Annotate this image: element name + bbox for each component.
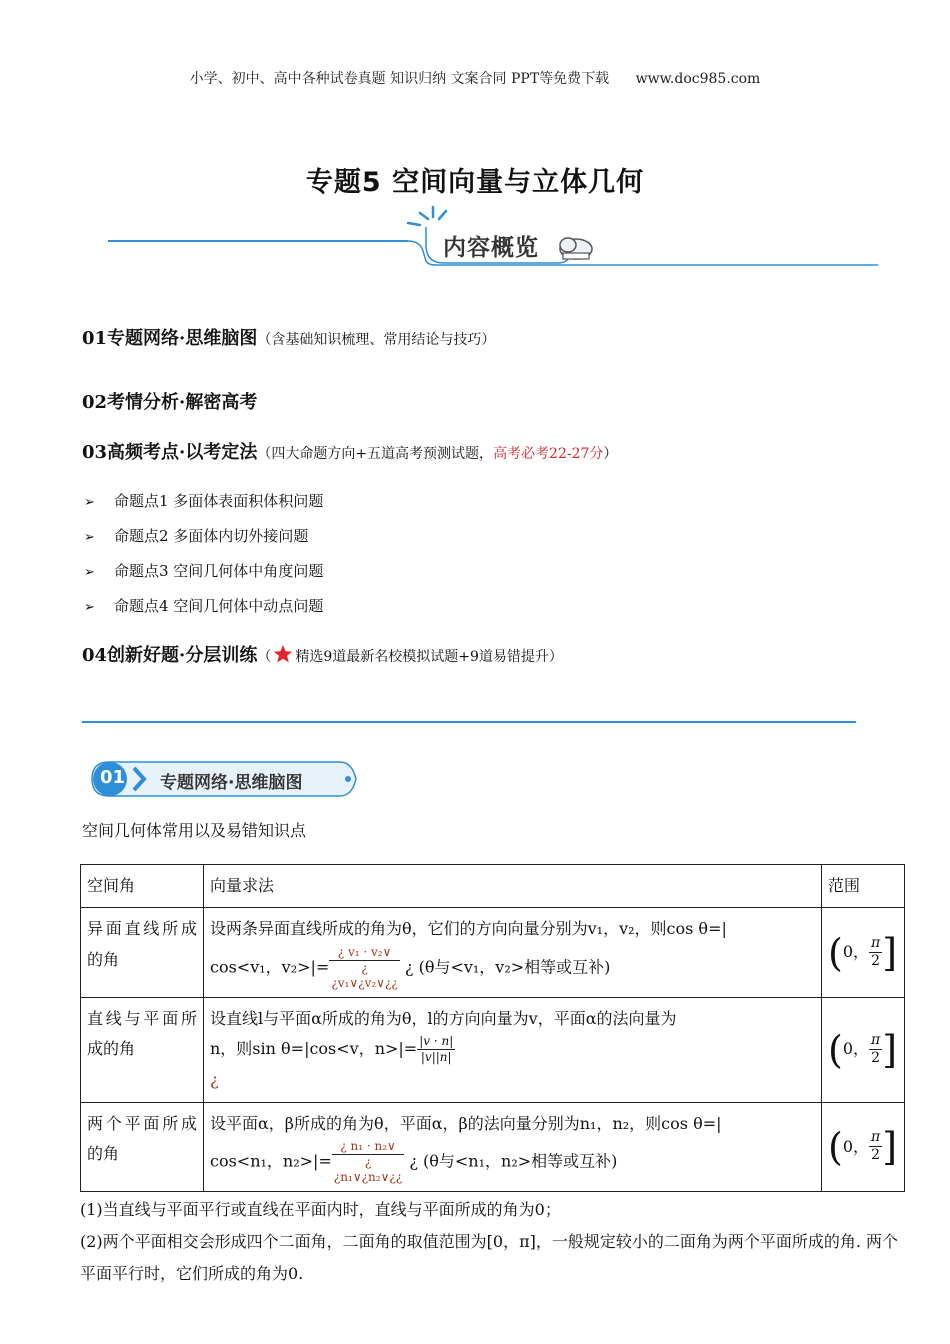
method-cell: [204, 1102, 822, 1191]
table-row: [81, 1102, 905, 1191]
bullet-item[interactable]: [84, 490, 323, 511]
range-pi-den: 2: [871, 1050, 881, 1067]
arrow-bullet-icon: ➢: [84, 565, 95, 580]
method-line: 设两条异面直线所成的角为θ，它们的方向向量分别为v₁，v₂，则cos θ=|: [210, 919, 727, 939]
arrow-bullet-icon: ➢: [84, 600, 95, 615]
frac-middle: ¿: [361, 960, 368, 975]
bullet-item[interactable]: [84, 595, 323, 616]
section-2[interactable]: [82, 388, 257, 414]
header-cell: 向量求法: [204, 865, 822, 908]
banner-label: 内容概览: [443, 235, 539, 261]
table-row: [81, 997, 905, 1102]
pill-number: 01: [100, 767, 126, 788]
note-item: (2)两个平面相交会形成四个二面角，二面角的取值范围为[0，π]，一般规定较小的二面角为两个平面所成的角. 两个平面平行时，它们所成的角为0.: [80, 1232, 899, 1283]
angle-name-cell: 异面直线所成的角: [81, 908, 204, 997]
method-cell: [204, 908, 822, 997]
sparkle-icon: [408, 207, 446, 225]
section-3-note-red: 高考必考22-27分: [493, 446, 604, 462]
table-header-row: [81, 865, 905, 908]
angle-name-cell: 两个平面所成的角: [81, 1102, 204, 1191]
method-line: 设平面α，β所成的角为θ，平面α，β的法向量分别为n₁，n₂，则cos θ=|: [210, 1113, 722, 1133]
cloud-icon: [560, 238, 592, 259]
range-left: 0，: [842, 1136, 870, 1156]
header-cell: 范围: [822, 865, 905, 908]
table-row: [81, 908, 905, 997]
range-pi-num: π: [871, 1129, 881, 1146]
bullet-item[interactable]: [84, 560, 323, 581]
bullet-label: 命题点3 空间几何体中角度问题: [114, 562, 324, 580]
arrow-bullet-icon: ➢: [84, 530, 95, 545]
page-header: [0, 68, 950, 88]
frac-denominator: |v||n|: [420, 1050, 452, 1065]
star-icon: [273, 644, 293, 664]
section-4-title: 04创新好题·分层训练: [82, 645, 258, 666]
header-tagline: 小学、初中、高中各种试卷真题 知识归纳 文案合同 PPT等免费下载: [189, 71, 610, 87]
header-cell: 空间角: [81, 865, 204, 908]
bullet-label: 命题点2 多面体内切外接问题: [114, 527, 309, 545]
range-pi-den: 2: [871, 1147, 881, 1164]
content-overview-banner: [108, 205, 878, 275]
bullet-label: 命题点1 多面体表面积体积问题: [114, 492, 324, 510]
frac-middle: ¿: [364, 1154, 372, 1169]
note-item: (1)当直线与平面平行或直线在平面内时，直线与平面所成的角为0；: [80, 1200, 561, 1219]
range-pi-den: 2: [871, 953, 881, 970]
range-cell: [822, 997, 905, 1102]
frac-numerator: ¿ n₁ · n₂∨: [332, 1139, 404, 1155]
range-interval: ( 0， $\frac{\pi}{2}$ ]: [828, 1124, 898, 1169]
frac-numerator: |v · n|: [419, 1034, 454, 1049]
range-pi-num: π: [871, 935, 881, 952]
section-1-title: 01专题网络·思维脑图: [82, 328, 258, 349]
angle-name-cell: 直线与平面所成的角: [81, 997, 204, 1102]
method-cell: [204, 997, 822, 1102]
section-2-title: 02考情分析·解密高考: [82, 392, 258, 413]
section-1[interactable]: [82, 324, 495, 350]
section-3[interactable]: [82, 438, 617, 464]
method-pre: n，则sin θ=|cos<v，n>|=: [210, 1039, 418, 1059]
section-4-note-b: 精选9道最新名校模拟试题+9道易错提升）: [295, 649, 563, 665]
range-cell: [822, 1102, 905, 1191]
page-title: 专题5 空间向量与立体几何: [305, 167, 645, 198]
frac-denominator: ¿v₁∨¿v₂∨¿¿: [331, 975, 398, 990]
section-3-title: 03高频考点·以考定法: [82, 442, 258, 463]
range-left: 0，: [842, 942, 870, 962]
knowledge-table: [80, 864, 905, 1192]
bullet-item[interactable]: [84, 525, 308, 546]
divider: [82, 721, 856, 723]
arrow-bullet-icon: ➢: [84, 495, 95, 510]
formula-fraction: [417, 1034, 455, 1065]
intro-text: 空间几何体常用以及易错知识点: [82, 821, 307, 840]
header-url[interactable]: www.doc985.com: [635, 71, 761, 87]
range-interval: ( 0， $\frac{\pi}{2}$ ]: [828, 1027, 898, 1072]
method-line: 设直线l与平面α所成的角为θ，l的方向向量为v，平面α的法向量为: [210, 1008, 677, 1028]
pill-label: 专题网络·思维脑图: [160, 773, 303, 793]
method-pre: cos<v₁，v₂>|=: [210, 957, 330, 977]
section-1-note: （含基础知识梳理、常用结论与技巧）: [257, 332, 496, 348]
range-cell: [822, 908, 905, 997]
range-left: 0，: [842, 1039, 870, 1059]
section-4[interactable]: [82, 641, 563, 667]
frac-denominator: ¿n₁∨¿n₂∨¿¿: [333, 1169, 403, 1184]
section-3-note-a: （四大命题方向+五道高考预测试题，: [257, 446, 494, 462]
section-4-note-a: （: [257, 649, 272, 665]
section-pill: [90, 760, 360, 798]
section-3-note-b: ）: [603, 446, 618, 462]
method-pre: cos<n₁，n₂>|=: [210, 1151, 332, 1171]
formula-fraction: [332, 1139, 404, 1185]
range-pi-num: π: [871, 1032, 881, 1049]
bullet-label: 命题点4 空间几何体中动点问题: [114, 597, 324, 615]
notes: [80, 1194, 908, 1290]
range-interval: ( 0， $\frac{\pi}{2}$ ]: [828, 930, 898, 975]
method-post: ¿ (θ与<v₁，v₂>相等或互补): [404, 957, 611, 977]
frac-numerator: ¿ v₁ · v₂∨: [329, 945, 399, 961]
formula-fraction: [329, 945, 399, 991]
method-post: ¿ (θ与<n₁，n₂>相等或互补): [409, 1151, 618, 1171]
method-post: ¿: [210, 1070, 219, 1090]
